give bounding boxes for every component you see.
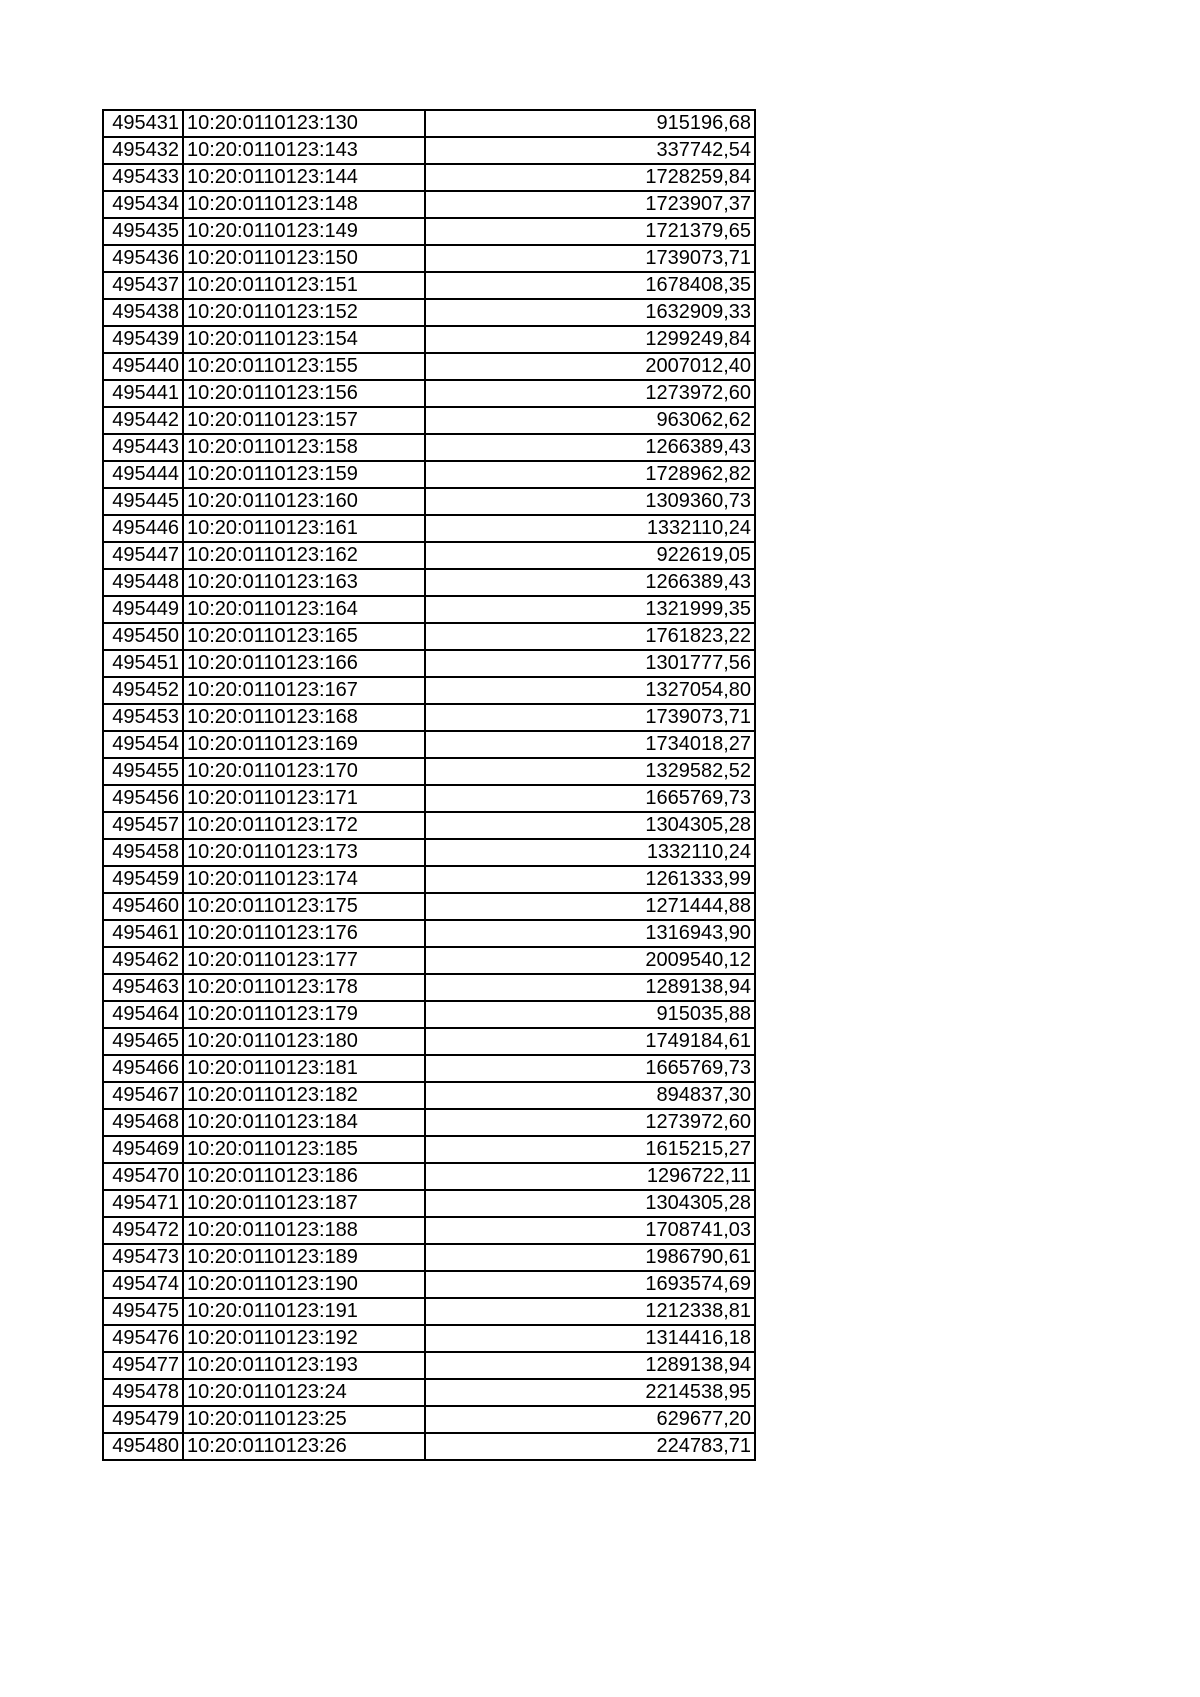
value-cell: 1739073,71 bbox=[425, 704, 755, 731]
value-cell: 1299249,84 bbox=[425, 326, 755, 353]
table-row bbox=[103, 299, 755, 326]
record-number-cell: 495440 bbox=[103, 353, 183, 380]
table-row bbox=[103, 839, 755, 866]
record-number-cell: 495461 bbox=[103, 920, 183, 947]
value-cell: 224783,71 bbox=[425, 1433, 755, 1460]
cadastral-number-cell: 10:20:0110123:176 bbox=[183, 920, 425, 947]
table-row bbox=[103, 191, 755, 218]
record-number-cell: 495442 bbox=[103, 407, 183, 434]
table-row bbox=[103, 218, 755, 245]
value-cell: 915196,68 bbox=[425, 110, 755, 137]
record-number-cell: 495445 bbox=[103, 488, 183, 515]
table-row bbox=[103, 326, 755, 353]
table-row bbox=[103, 434, 755, 461]
cadastral-number-cell: 10:20:0110123:166 bbox=[183, 650, 425, 677]
value-cell: 2009540,12 bbox=[425, 947, 755, 974]
table-row bbox=[103, 569, 755, 596]
value-cell: 2214538,95 bbox=[425, 1379, 755, 1406]
record-number-cell: 495462 bbox=[103, 947, 183, 974]
value-cell: 1632909,33 bbox=[425, 299, 755, 326]
value-cell: 1728259,84 bbox=[425, 164, 755, 191]
cadastral-number-cell: 10:20:0110123:155 bbox=[183, 353, 425, 380]
table-row bbox=[103, 785, 755, 812]
cadastral-number-cell: 10:20:0110123:143 bbox=[183, 137, 425, 164]
cadastral-number-cell: 10:20:0110123:186 bbox=[183, 1163, 425, 1190]
record-number-cell: 495455 bbox=[103, 758, 183, 785]
record-number-cell: 495441 bbox=[103, 380, 183, 407]
record-number-cell: 495451 bbox=[103, 650, 183, 677]
value-cell: 894837,30 bbox=[425, 1082, 755, 1109]
cadastral-number-cell: 10:20:0110123:164 bbox=[183, 596, 425, 623]
table-row bbox=[103, 461, 755, 488]
record-number-cell: 495452 bbox=[103, 677, 183, 704]
cadastral-number-cell: 10:20:0110123:159 bbox=[183, 461, 425, 488]
cadastral-number-cell: 10:20:0110123:165 bbox=[183, 623, 425, 650]
record-number-cell: 495433 bbox=[103, 164, 183, 191]
record-number-cell: 495443 bbox=[103, 434, 183, 461]
table-row bbox=[103, 542, 755, 569]
table-row bbox=[103, 1028, 755, 1055]
cadastral-number-cell: 10:20:0110123:182 bbox=[183, 1082, 425, 1109]
table-row bbox=[103, 596, 755, 623]
record-number-cell: 495448 bbox=[103, 569, 183, 596]
table-row bbox=[103, 1379, 755, 1406]
cadastral-number-cell: 10:20:0110123:174 bbox=[183, 866, 425, 893]
cadastral-number-cell: 10:20:0110123:175 bbox=[183, 893, 425, 920]
record-number-cell: 495478 bbox=[103, 1379, 183, 1406]
value-cell: 1615215,27 bbox=[425, 1136, 755, 1163]
table-row bbox=[103, 1109, 755, 1136]
cadastral-number-cell: 10:20:0110123:171 bbox=[183, 785, 425, 812]
record-number-cell: 495463 bbox=[103, 974, 183, 1001]
cadastral-number-cell: 10:20:0110123:193 bbox=[183, 1352, 425, 1379]
record-number-cell: 495457 bbox=[103, 812, 183, 839]
cadastral-number-cell: 10:20:0110123:188 bbox=[183, 1217, 425, 1244]
value-cell: 1304305,28 bbox=[425, 812, 755, 839]
table-row bbox=[103, 1082, 755, 1109]
value-cell: 1329582,52 bbox=[425, 758, 755, 785]
table-row bbox=[103, 137, 755, 164]
record-number-cell: 495444 bbox=[103, 461, 183, 488]
record-number-cell: 495475 bbox=[103, 1298, 183, 1325]
cadastral-number-cell: 10:20:0110123:172 bbox=[183, 812, 425, 839]
cadastral-number-cell: 10:20:0110123:158 bbox=[183, 434, 425, 461]
value-cell: 922619,05 bbox=[425, 542, 755, 569]
value-cell: 629677,20 bbox=[425, 1406, 755, 1433]
value-cell: 1721379,65 bbox=[425, 218, 755, 245]
table-row bbox=[103, 731, 755, 758]
value-cell: 1289138,94 bbox=[425, 1352, 755, 1379]
table-row bbox=[103, 974, 755, 1001]
record-number-cell: 495453 bbox=[103, 704, 183, 731]
table-row bbox=[103, 1136, 755, 1163]
record-number-cell: 495473 bbox=[103, 1244, 183, 1271]
table-row bbox=[103, 1055, 755, 1082]
cadastral-number-cell: 10:20:0110123:25 bbox=[183, 1406, 425, 1433]
record-number-cell: 495437 bbox=[103, 272, 183, 299]
record-number-cell: 495438 bbox=[103, 299, 183, 326]
cadastral-number-cell: 10:20:0110123:130 bbox=[183, 110, 425, 137]
record-number-cell: 495471 bbox=[103, 1190, 183, 1217]
table-row bbox=[103, 1406, 755, 1433]
cadastral-number-cell: 10:20:0110123:162 bbox=[183, 542, 425, 569]
cadastral-number-cell: 10:20:0110123:154 bbox=[183, 326, 425, 353]
cadastral-number-cell: 10:20:0110123:157 bbox=[183, 407, 425, 434]
cadastral-number-cell: 10:20:0110123:168 bbox=[183, 704, 425, 731]
table-row bbox=[103, 920, 755, 947]
cadastral-number-cell: 10:20:0110123:180 bbox=[183, 1028, 425, 1055]
value-cell: 1212338,81 bbox=[425, 1298, 755, 1325]
record-number-cell: 495464 bbox=[103, 1001, 183, 1028]
cadastral-number-cell: 10:20:0110123:189 bbox=[183, 1244, 425, 1271]
value-cell: 1314416,18 bbox=[425, 1325, 755, 1352]
table-body bbox=[103, 110, 755, 1460]
value-cell: 1665769,73 bbox=[425, 1055, 755, 1082]
cadastral-number-cell: 10:20:0110123:179 bbox=[183, 1001, 425, 1028]
value-cell: 1296722,11 bbox=[425, 1163, 755, 1190]
cadastral-number-cell: 10:20:0110123:185 bbox=[183, 1136, 425, 1163]
table-row bbox=[103, 1244, 755, 1271]
record-number-cell: 495479 bbox=[103, 1406, 183, 1433]
value-cell: 1261333,99 bbox=[425, 866, 755, 893]
table-row bbox=[103, 893, 755, 920]
value-cell: 1734018,27 bbox=[425, 731, 755, 758]
table-row bbox=[103, 1163, 755, 1190]
table-row bbox=[103, 1001, 755, 1028]
value-cell: 1301777,56 bbox=[425, 650, 755, 677]
cadastral-number-cell: 10:20:0110123:170 bbox=[183, 758, 425, 785]
table-row bbox=[103, 515, 755, 542]
value-cell: 1761823,22 bbox=[425, 623, 755, 650]
cadastral-number-cell: 10:20:0110123:144 bbox=[183, 164, 425, 191]
data-table bbox=[102, 109, 756, 1461]
value-cell: 1332110,24 bbox=[425, 839, 755, 866]
table-row bbox=[103, 1190, 755, 1217]
cadastral-number-cell: 10:20:0110123:24 bbox=[183, 1379, 425, 1406]
cadastral-number-cell: 10:20:0110123:178 bbox=[183, 974, 425, 1001]
value-cell: 1693574,69 bbox=[425, 1271, 755, 1298]
record-number-cell: 495446 bbox=[103, 515, 183, 542]
record-number-cell: 495450 bbox=[103, 623, 183, 650]
table-row bbox=[103, 1217, 755, 1244]
value-cell: 1327054,80 bbox=[425, 677, 755, 704]
value-cell: 1728962,82 bbox=[425, 461, 755, 488]
cadastral-number-cell: 10:20:0110123:26 bbox=[183, 1433, 425, 1460]
table-row bbox=[103, 1271, 755, 1298]
table-row bbox=[103, 947, 755, 974]
value-cell: 1273972,60 bbox=[425, 1109, 755, 1136]
table-row bbox=[103, 1298, 755, 1325]
value-cell: 2007012,40 bbox=[425, 353, 755, 380]
cadastral-number-cell: 10:20:0110123:156 bbox=[183, 380, 425, 407]
table-row bbox=[103, 164, 755, 191]
value-cell: 1316943,90 bbox=[425, 920, 755, 947]
value-cell: 1266389,43 bbox=[425, 569, 755, 596]
record-number-cell: 495459 bbox=[103, 866, 183, 893]
value-cell: 1749184,61 bbox=[425, 1028, 755, 1055]
table-row bbox=[103, 488, 755, 515]
value-cell: 1271444,88 bbox=[425, 893, 755, 920]
record-number-cell: 495458 bbox=[103, 839, 183, 866]
value-cell: 963062,62 bbox=[425, 407, 755, 434]
table-row bbox=[103, 623, 755, 650]
value-cell: 337742,54 bbox=[425, 137, 755, 164]
value-cell: 1678408,35 bbox=[425, 272, 755, 299]
cadastral-number-cell: 10:20:0110123:152 bbox=[183, 299, 425, 326]
table-row bbox=[103, 1433, 755, 1460]
record-number-cell: 495480 bbox=[103, 1433, 183, 1460]
value-cell: 1739073,71 bbox=[425, 245, 755, 272]
table-row bbox=[103, 812, 755, 839]
table-row bbox=[103, 380, 755, 407]
value-cell: 1266389,43 bbox=[425, 434, 755, 461]
table-row bbox=[103, 407, 755, 434]
cadastral-number-cell: 10:20:0110123:161 bbox=[183, 515, 425, 542]
cadastral-number-cell: 10:20:0110123:163 bbox=[183, 569, 425, 596]
value-cell: 1289138,94 bbox=[425, 974, 755, 1001]
table-row bbox=[103, 272, 755, 299]
cadastral-number-cell: 10:20:0110123:167 bbox=[183, 677, 425, 704]
cadastral-number-cell: 10:20:0110123:151 bbox=[183, 272, 425, 299]
cadastral-number-cell: 10:20:0110123:190 bbox=[183, 1271, 425, 1298]
record-number-cell: 495468 bbox=[103, 1109, 183, 1136]
record-number-cell: 495436 bbox=[103, 245, 183, 272]
record-number-cell: 495470 bbox=[103, 1163, 183, 1190]
cadastral-number-cell: 10:20:0110123:150 bbox=[183, 245, 425, 272]
record-number-cell: 495477 bbox=[103, 1352, 183, 1379]
value-cell: 1273972,60 bbox=[425, 380, 755, 407]
record-number-cell: 495454 bbox=[103, 731, 183, 758]
cadastral-number-cell: 10:20:0110123:191 bbox=[183, 1298, 425, 1325]
table-row bbox=[103, 704, 755, 731]
table-row bbox=[103, 758, 755, 785]
record-number-cell: 495456 bbox=[103, 785, 183, 812]
cadastral-number-cell: 10:20:0110123:160 bbox=[183, 488, 425, 515]
value-cell: 1309360,73 bbox=[425, 488, 755, 515]
record-number-cell: 495431 bbox=[103, 110, 183, 137]
table-row bbox=[103, 677, 755, 704]
cadastral-number-cell: 10:20:0110123:148 bbox=[183, 191, 425, 218]
record-number-cell: 495460 bbox=[103, 893, 183, 920]
record-number-cell: 495474 bbox=[103, 1271, 183, 1298]
record-number-cell: 495466 bbox=[103, 1055, 183, 1082]
record-number-cell: 495439 bbox=[103, 326, 183, 353]
table-row bbox=[103, 1352, 755, 1379]
table-row bbox=[103, 245, 755, 272]
value-cell: 915035,88 bbox=[425, 1001, 755, 1028]
record-number-cell: 495465 bbox=[103, 1028, 183, 1055]
record-number-cell: 495434 bbox=[103, 191, 183, 218]
cadastral-number-cell: 10:20:0110123:184 bbox=[183, 1109, 425, 1136]
table-row bbox=[103, 866, 755, 893]
record-number-cell: 495472 bbox=[103, 1217, 183, 1244]
value-cell: 1665769,73 bbox=[425, 785, 755, 812]
record-number-cell: 495432 bbox=[103, 137, 183, 164]
cadastral-number-cell: 10:20:0110123:177 bbox=[183, 947, 425, 974]
record-number-cell: 495435 bbox=[103, 218, 183, 245]
cadastral-number-cell: 10:20:0110123:169 bbox=[183, 731, 425, 758]
record-number-cell: 495469 bbox=[103, 1136, 183, 1163]
cadastral-number-cell: 10:20:0110123:187 bbox=[183, 1190, 425, 1217]
value-cell: 1304305,28 bbox=[425, 1190, 755, 1217]
table-row bbox=[103, 353, 755, 380]
value-cell: 1723907,37 bbox=[425, 191, 755, 218]
record-number-cell: 495447 bbox=[103, 542, 183, 569]
value-cell: 1321999,35 bbox=[425, 596, 755, 623]
cadastral-number-cell: 10:20:0110123:149 bbox=[183, 218, 425, 245]
value-cell: 1986790,61 bbox=[425, 1244, 755, 1271]
table-row bbox=[103, 110, 755, 137]
table-row bbox=[103, 650, 755, 677]
value-cell: 1332110,24 bbox=[425, 515, 755, 542]
record-number-cell: 495449 bbox=[103, 596, 183, 623]
cadastral-number-cell: 10:20:0110123:181 bbox=[183, 1055, 425, 1082]
value-cell: 1708741,03 bbox=[425, 1217, 755, 1244]
record-number-cell: 495476 bbox=[103, 1325, 183, 1352]
table-row bbox=[103, 1325, 755, 1352]
cadastral-number-cell: 10:20:0110123:173 bbox=[183, 839, 425, 866]
cadastral-number-cell: 10:20:0110123:192 bbox=[183, 1325, 425, 1352]
record-number-cell: 495467 bbox=[103, 1082, 183, 1109]
